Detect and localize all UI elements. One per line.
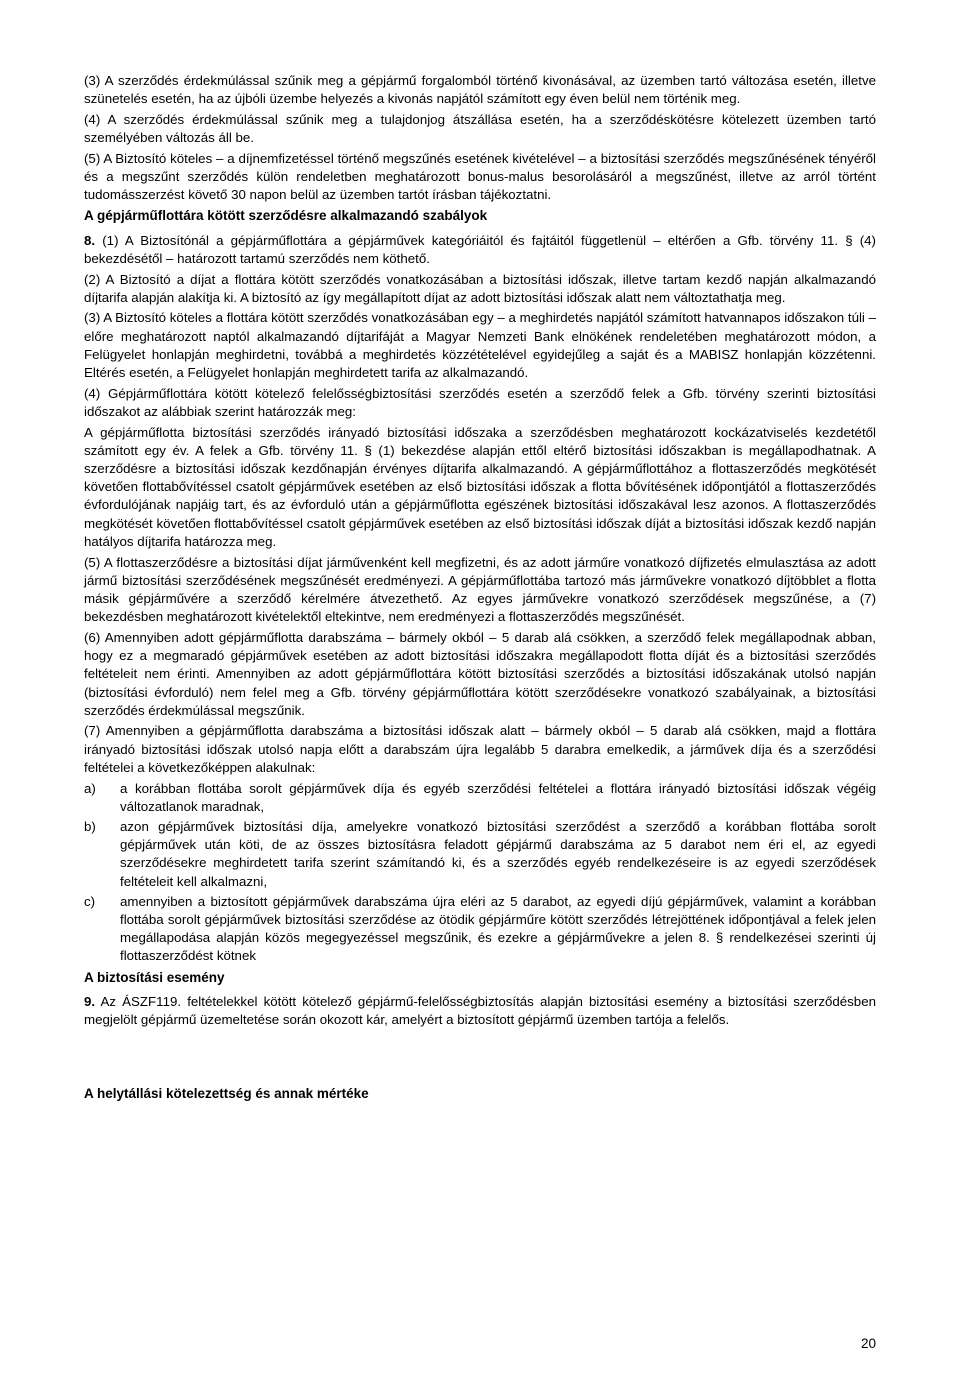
paragraph-3: (3) A szerződés érdekmúlással szűnik meg a gépjármű forgalomból történő kivonásával, az üzemben tartó változása esetén, illetve szünetelés esetén, ha az újbóli üzembe helyezés a kivonás napjától számított egy éven belül nem történik meg. bbox=[84, 73, 876, 107]
list-marker: c) bbox=[84, 893, 96, 909]
fleet-paragraph-3: (3) A Biztosító köteles a flottára kötött szerződés vonatkozásában egy – a meghirdetés napjától számított hatvannapos időszakon túli – előre meghatározott naptól alkalmazandó díjtarifáját a Magyar Nemzeti Bank elnökének rendeletében meghatározott módon, a Felügyelet honlapján meghirdetni, továbbá a meghirdetés közzétételével egyidejűleg a saját és a MABISZ honlapján közzétenni. Eltérés esetén, a Felügyelet honlapján meghirdetett tarifa az alkalmazandó. bbox=[84, 310, 876, 381]
paragraph-4: (4) A szerződés érdekmúlással szűnik meg a tulajdonjog átszállása esetén, ha a szerződéskötésre kötelezett üzemben tartó személyében változás áll be. bbox=[84, 111, 876, 146]
section-heading-fleet: A gépjárműflottára kötött szerződésre alkalmazandó szabályok bbox=[84, 208, 488, 224]
section-8-paragraph-1 bbox=[84, 232, 876, 268]
section-spacer bbox=[84, 1032, 876, 1082]
list-item-a bbox=[84, 780, 876, 816]
fleet-paragraph-6: (6) Amennyiben adott gépjárműflotta darabszáma – bármely okból – 5 darab alá csökken, a szerződő felek megállapodnak abban, hogy ez a megmaradó gépjárművek esetében az adott biztosítási időszakra megállapodott flotta díját és a biztosítási szerződés feltételeit nem érinti. Amennyiben az adott gépjárműflottára kötött biztosítási szerződés a biztosítási időszakának utolsó napján (biztosítási évforduló) nem felel meg a Gfb. törvény gépjárműflottára kötött szerződésekre vonatkozó szabályainak, a biztosítási szerződés érdekmúlással megszűnik. bbox=[84, 629, 876, 718]
list-item-b bbox=[84, 818, 876, 891]
section-9-number: 9. bbox=[84, 993, 96, 1009]
fleet-paragraph-4-detail: A gépjárműflotta biztosítási szerződés irányadó biztosítási időszaka a szerződésben meghatározott kockázatviselés kezdetétől számított egy év. A felek a Gfb. törvény 11. § (1) bekezdése alapján ettől eltérő biztosítási időszakban is megállapodhatnak. A szerződésre a biztosítási időszak kezdőnapján érvényes díjtarifa alkalmazandó. A gépjárműflottához a flottaszerződés megkötését követően flottabővítéssel csatolt gépjárművek esetében az első biztosítási időszak a flotta bővítésének időpontjától a flottaszerződés évfordulójának napjáig tart, és az évforduló után a gépjárműflotta egészének biztosítási időszakával lesz azonos. A flottaszerződés megkötését követően flottabővítéssel csatolt gépjárművek esetében az első biztosítási időszak díját a biztosítási időszak kezdő napján hatályos díjtarifa határozza meg. bbox=[84, 424, 876, 549]
paragraph-5: (5) A Biztosító köteles – a díjnemfizetéssel történő megszűnés esetének kivételével – a biztosítási szerződés megszűnésének tényéről és a megszűnt szerződés külön rendeletben meghatározott bonus-malus besorolásáról a megszűnést, illetve az arról történt tudomásszerzést követő 30 napon belül az üzemben tartót írásban tájékoztatni. bbox=[84, 150, 876, 203]
section-8-text: (1) A Biztosítónál a gépjárműflottára a gépjárművek kategóriáitól és fajtáitól függetlenül – eltérően a Gfb. törvény 11. § (4) bekezdésétől – határozott tartamú szerződés nem köthető. bbox=[84, 232, 876, 266]
page-number: 20 bbox=[860, 1336, 876, 1351]
document-page bbox=[84, 72, 876, 1109]
list-item-text: amennyiben a biztosított gépjárművek darabszáma újra eléri az 5 darabot, az egyedi díjú gépjárművek, valamint a korábban flottába sorolt gépjárművek biztosítási szerződése az ötödik gépjárműre kötött szerződés létrejöttének időpontjával a felek jelen megállapodása alapján közös megegyezéssel megszűnik, és ezekre a gépjárművekre a jelen 8. § rendelkezései szerinti új flottaszerződést kötnek bbox=[120, 893, 876, 964]
list-item-text: a korábban flottába sorolt gépjárművek díja és egyéb szerződési feltételei a flottára irányadó biztosítási időszak végéig változatlanok maradnak, bbox=[120, 780, 876, 814]
section-heading-liability: A helytállási kötelezettség és annak mértéke bbox=[84, 1085, 369, 1101]
fleet-paragraph-5: (5) A flottaszerződésre a biztosítási díjat járművenként kell megfizetni, és az adott járműre vonatkozó díjfizetés elmulasztása az adott jármű biztosítási szerződésének megszűnését eredményezi. A gépjárműflottába tartozó más járművekre vonatkozó díjtöbblet a flotta másik gépjárművére a szerződő kérelmére átvezethető. Az egyes járművekre vonatkozó szerződések megszűnése, a (7) bekezdésben meghatározott kivételektől eltekintve, nem eredményezi a flottaszerződés megszűnését. bbox=[84, 554, 876, 625]
fleet-paragraph-4: (4) Gépjárműflottára kötött kötelező felelősségbiztosítási szerződés esetén a szerződő felek a Gfb. törvény szerinti biztosítási időszakot az alábbiak szerint határozzák meg: bbox=[84, 385, 876, 419]
list-item-text: azon gépjárművek biztosítási díja, amelyekre vonatkozó biztosítási szerződést a szerződő a korábban flottába sorolt gépjárművek után köti, de az összes biztosításra feladott gépjármű darabszáma az 5 darabot nem éri el, az egyedi szerződésekre meghirdetett tarifa szerint számítandó ki, és a szerződés egyéb rendelkezéseire is az egyedi szerződések feltételeit kell alkalmazni, bbox=[120, 818, 876, 889]
section-9-text: Az ÁSZF119. feltételekkel kötött kötelező gépjármű-felelősségbiztosítás alapján biztosítási esemény a biztosítási szerződésben megjelölt gépjármű üzemeltetése során okozott kár, amelyért a biztosított gépjármű üzemben tartója a felelős. bbox=[84, 993, 876, 1027]
fleet-paragraph-2: (2) A Biztosító a díjat a flottára kötött szerződés vonatkozásában a biztosítási időszak, illetve tartam kezdő napján alkalmazandó díjtarifa alapján alakítja ki. A biztosító az így megállapított díjat az adott biztosítási időszak alatt nem változtathatja meg. bbox=[84, 271, 876, 305]
list-item-c bbox=[84, 893, 876, 966]
section-8-number: 8. bbox=[84, 232, 96, 248]
list-marker: a) bbox=[84, 780, 96, 796]
section-heading-event: A biztosítási esemény bbox=[84, 969, 225, 985]
section-9-paragraph bbox=[84, 993, 876, 1029]
fleet-paragraph-7: (7) Amennyiben a gépjárműflotta darabszáma a biztosítási időszak alatt – bármely okból – 5 darab alá csökken, majd a flottára irányadó biztosítási időszak utolsó napja előtt a darabszám újra legalább 5 darabra emelkedik, a járművek díja és a szerződési feltételei a következőképpen alakulnak: bbox=[84, 723, 876, 775]
list-marker: b) bbox=[84, 818, 96, 834]
